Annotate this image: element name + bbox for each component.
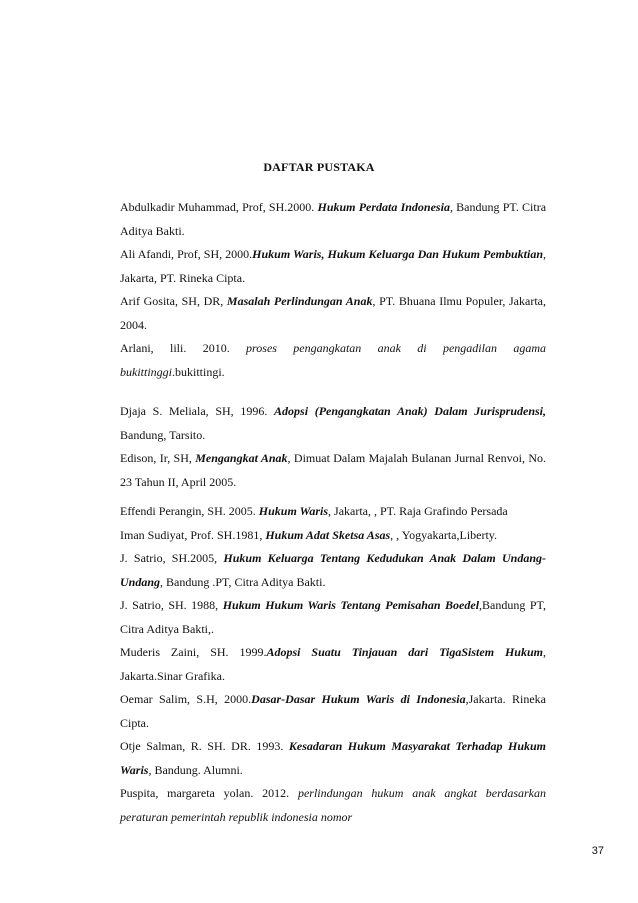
reference-title: Hukum Hukum Waris Tentang Pemisahan Boedel [222,598,480,612]
reference-entry: Ali Afandi, Prof, SH, 2000.Hukum Waris, Hukum Keluarga Dan Hukum Pembuktian, Jakarta, PT. Rineka Cipta. [120,247,547,285]
reference-entry: Arlani, lili. 2010. proses pengangkatan anak di pengadilan agama bukittinggi.bukittingi. [120,341,546,379]
reference-entry: Abdulkadir Muhammad, Prof, SH.2000. Hukum Perdata Indonesia, Bandung PT. Citra Aditya Bakti. [120,200,547,238]
page-title: DAFTAR PUSTAKA [263,160,375,174]
reference-title: Mengangkat Anak [195,451,288,465]
reference-title: perlindungan hukum anak angkat berdasarkan peraturan pemerintah republik indonesia nomor [120,786,547,824]
reference-entry: J. Satrio, SH.2005, Hukum Keluarga Tentang Kedudukan Anak Dalam Undang-Undang, Bandung .PT, Citra Aditya Bakti. [120,551,546,589]
reference-entry: Effendi Perangin, SH. 2005. Hukum Waris, Jakarta, , PT. Raja Grafindo Persada [120,504,508,518]
reference-entry: Arif Gosita, SH, DR, Masalah Perlindungan Anak, PT. Bhuana Ilmu Populer, Jakarta, 2004. [120,294,546,332]
reference-title: Hukum Waris, Hukum Keluarga Dan Hukum Pembuktian [252,247,544,261]
reference-entry: Edison, Ir, SH, Mengangkat Anak, Dimuat Dalam Majalah Bulanan Jurnal Renvoi, No. 23 Tahun II, April 2005. [120,451,546,489]
reference-list [120,196,546,829]
reference-title: Hukum Perdata Indonesia [317,200,450,214]
reference-title: Masalah Perlindungan Anak [226,294,373,308]
reference-entry: Puspita, margareta yolan. 2012. perlindungan hukum anak angkat berdasarkan peraturan pemerintah republik indonesia nomor [120,786,547,824]
reference-title: Adopsi (Pengangkatan Anak) Dalam Jurisprudensi, [274,404,546,418]
reference-title: Kesadaran Hukum Masyarakat Terhadap Hukum Waris [120,739,546,777]
page-number: 37 [591,845,604,857]
reference-title: Hukum Keluarga Tentang Kedudukan Anak Dalam Undang-Undang [120,551,546,589]
reference-title: Hukum Adat Sketsa Asas [265,527,391,542]
reference-entry: Muderis Zaini, SH. 1999.Adopsi Suatu Tinjauan dari TigaSistem Hukum, Jakarta.Sinar Grafika. [120,645,546,683]
reference-entry: Otje Salman, R. SH. DR. 1993. Kesadaran Hukum Masyarakat Terhadap Hukum Waris, Bandung. Alumni. [120,739,546,777]
reference-entry: Iman Sudiyat, Prof. SH.1981, Hukum Adat Sketsa Asas, , Yogyakarta,Liberty. [120,527,498,542]
reference-title: proses pengangkatan anak di pengadilan agama bukittinggi [120,341,546,379]
reference-entry: Oemar Salim, S.H, 2000.Dasar-Dasar Hukum Waris di Indonesia,Jakarta. Rineka Cipta. [120,692,546,730]
reference-title: Adopsi Suatu Tinjauan dari TigaSistem Hukum [266,645,543,659]
reference-entry: J. Satrio, SH. 1988, Hukum Hukum Waris Tentang Pemisahan Boedel,Bandung PT, Citra Aditya Bakti,. [120,598,546,636]
reference-entry: Djaja S. Meliala, SH, 1996. Adopsi (Pengangkatan Anak) Dalam Jurisprudensi, Bandung, Tarsito. [120,404,546,442]
reference-title: Hukum Waris [258,504,329,518]
reference-title: Dasar-Dasar Hukum Waris di Indonesia [251,692,466,706]
